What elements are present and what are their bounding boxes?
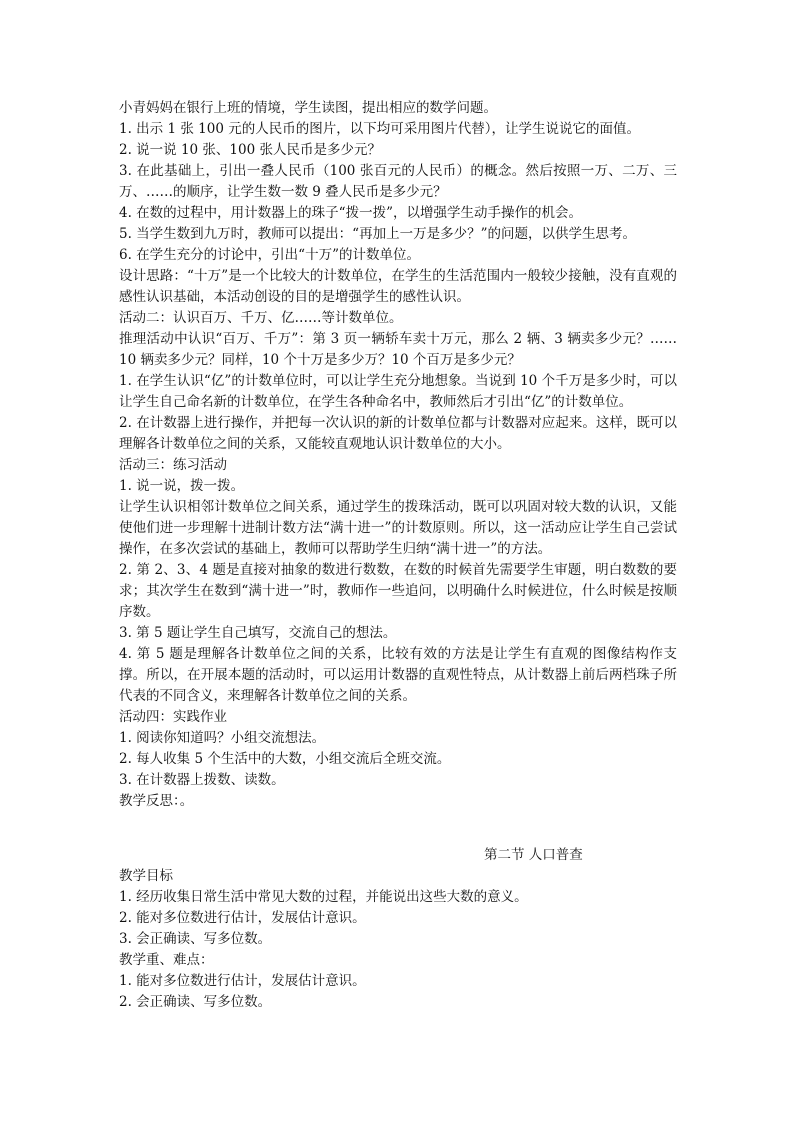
paragraph: 让学生认识相邻计数单位之间关系，通过学生的拨珠活动，既可以巩固对较大数的认识，又能使他们进一步理解十进制计数方法“满十进一”的计数原则。所以，这一活动应让学生自己尝试操作，在多次尝试的基础上，教师可以帮助学生归纳“满十进一”的方法。 [119, 499, 677, 557]
paragraph: 推理活动中认识“百万、千万”：第 3 页一辆轿车卖十万元，那么 2 辆、3 辆卖多少元？……10 辆卖多少元？同样，10 个十万是多少万？10 个百万是多少元？ [119, 331, 677, 368]
lesson-activity-text [119, 98, 677, 812]
paragraph: 小青妈妈在银行上班的情境，学生读图，提出相应的数学问题。 [119, 100, 497, 116]
section-title: 第二节 人口普查 [484, 847, 583, 863]
lesson-goals-text [119, 866, 677, 1013]
paragraph: 3. 第 5 题让学生自己填写，交流自己的想法。 [119, 625, 397, 641]
paragraph: 2. 第 2、3、4 题是直接对抽象的数进行数数，在数的时候首先需要学生审题，明白数数的要求；其次学生在数到“满十进一”时，教师作一些追问，以明确什么时候进位，什么时候是按顺序数。 [119, 562, 677, 620]
paragraph: 1. 能对多位数进行估计，发展估计意识。 [119, 973, 366, 989]
paragraph: 1. 经历收集日常生活中常见大数的过程，并能说出这些大数的意义。 [119, 889, 528, 905]
paragraph: 1. 出示 1 张 100 元的人民币的图片，以下均可采用图片代替），让学生说说它的面值。 [119, 121, 640, 137]
paragraph: 6. 在学生充分的讨论中，引出“十万”的计数单位。 [119, 247, 420, 263]
paragraph: 5. 当学生数到九万时，教师可以提出：“再加上一万是多少？”的问题，以供学生思考。 [119, 226, 636, 242]
paragraph: 2. 能对多位数进行估计，发展估计意识。 [119, 910, 366, 926]
paragraph: 1. 阅读你知道吗？小组交流想法。 [119, 730, 326, 746]
paragraph: 设计思路：“十万”是一个比较大的计数单位，在学生的生活范围内一般较少接触，没有直观的感性认识基础，本活动创设的目的是增强学生的感性认识。 [119, 268, 677, 305]
paragraph: 2. 每人收集 5 个生活中的大数，小组交流后全班交流。 [119, 751, 451, 767]
paragraph: 教学重、难点： [119, 952, 214, 968]
paragraph: 教学反思：。 [119, 793, 194, 809]
paragraph: 教学目标 [119, 868, 173, 884]
paragraph: 4. 在数的过程中，用计数器上的珠子“拨一拨”，以增强学生动手操作的机会。 [119, 205, 582, 221]
paragraph: 活动二：认识百万、千万、亿……等计数单位。 [119, 310, 403, 326]
paragraph: 活动四：实践作业 [119, 709, 227, 725]
paragraph: 3. 在此基础上，引出一叠人民币（100 张百元的人民币）的概念。然后按照一万、二万、三万、……的顺序，让学生数一数 9 叠人民币是多少元？ [119, 163, 677, 200]
paragraph: 1. 说一说，拨一拨。 [119, 478, 245, 494]
paragraph: 2. 说一说 10 张、100 张人民币是多少元？ [119, 142, 381, 158]
paragraph: 活动三：练习活动 [119, 457, 227, 473]
paragraph: 2. 在计数器上进行操作，并把每一次认识的新的计数单位都与计数器对应起来。这样，既可以理解各计数单位之间的关系，又能较直观地认识计数单位的大小。 [119, 415, 677, 452]
paragraph: 3. 会正确读、写多位数。 [119, 931, 272, 947]
paragraph: 1. 在学生认识“亿”的计数单位时，可以让学生充分地想象。当说到 10 个千万是多少时，可以让学生自己命名新的计数单位，在学生各种命名中，教师然后才引出“亿”的计数单位。 [119, 373, 677, 410]
paragraph: 4. 第 5 题是理解各计数单位之间的关系，比较有效的方法是让学生有直观的图像结构作支撑。所以，在开展本题的活动时，可以运用计数器的直观性特点，从计数器上前后两档珠子所代表的不同含义，来理解各计数单位之间的关系。 [119, 646, 677, 704]
paragraph: 3. 在计数器上拨数、读数。 [119, 772, 285, 788]
paragraph: 2. 会正确读、写多位数。 [119, 994, 272, 1010]
